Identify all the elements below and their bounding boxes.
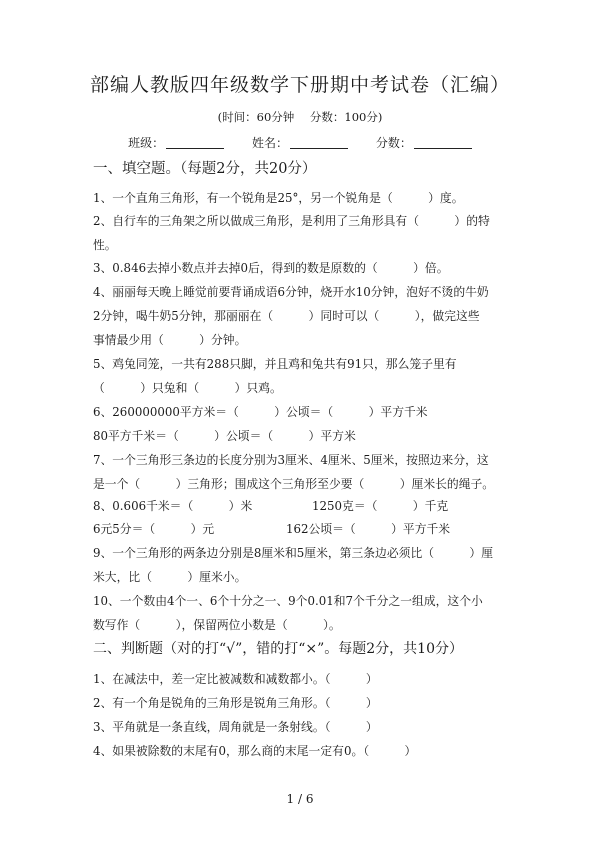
question-line: 8、0.606千米＝（ ）米 <box>93 499 253 513</box>
score-field[interactable] <box>376 134 472 151</box>
question-line: 3、0.846去掉小数点并去掉0后，得到的数是原数的（ ）倍。 <box>93 261 449 275</box>
question-line: 4、丽丽每天晚上睡觉前要背诵成语6分钟，烧开水10分钟，泡好不烫的牛奶 <box>93 285 489 299</box>
page-title: 部编人教版四年级数学下册期中考试卷（汇编） <box>89 74 510 96</box>
question-line: 80平方千米＝（ ）公顷＝（ ）平方米 <box>93 429 356 443</box>
section-1-heading: 一、填空题。（每题2分，共20分） <box>93 161 317 177</box>
class-label: 班级： <box>128 136 165 150</box>
exam-meta <box>0 109 600 125</box>
section-2-heading: 二、判断题（对的打“√”，错的打“×”。每题2分，共10分） <box>93 641 464 657</box>
question-line: 性。 <box>93 238 117 252</box>
score-label: 分数： <box>375 136 412 150</box>
name-blank[interactable] <box>290 136 348 149</box>
question-line: 5、鸡兔同笼，一共有288只脚，并且鸡和兔共有91只，那么笼子里有 <box>93 357 457 371</box>
class-field[interactable] <box>128 134 224 151</box>
class-blank[interactable] <box>166 136 224 149</box>
question-line: 是一个（ ）三角形；围成这个三角形至少要（ ）厘米长的绳子。 <box>93 477 495 491</box>
score-total-label: 分数：100分) <box>309 110 383 124</box>
question-line: 2分钟，喝牛奶5分钟，那丽丽在（ ）同时可以（ ），做完这些 <box>93 309 480 323</box>
question-line: 3、平角就是一条直线，周角就是一条射线。（ ） <box>93 720 378 734</box>
name-field[interactable] <box>252 134 348 151</box>
time-label: (时间：60分钟 <box>217 110 295 124</box>
question-line: 数写作（ ），保留两位小数是（ ）。 <box>93 618 341 632</box>
question-line: 9、一个三角形的两条边分别是8厘米和5厘米，第三条边必须比（ ）厘 <box>93 546 494 560</box>
question-line: 1、在减法中，差一定比被减数和减数都小。（ ） <box>93 672 378 686</box>
question-line: 米大，比（ ）厘米小。 <box>93 570 247 584</box>
question-line: 事情最少用（ ）分钟。 <box>93 333 247 347</box>
score-blank[interactable] <box>414 136 472 149</box>
question-line: 10、一个数由4个一、6个十分之一、9个0.01和7个千分之一组成，这个小 <box>93 594 483 608</box>
question-line: 162公顷＝（ ）平方千米 <box>286 522 451 536</box>
name-label: 姓名： <box>251 136 288 150</box>
question-line: 6、260000000平方米＝（ ）公顷＝（ ）平方千米 <box>93 405 428 419</box>
page-number: 1 / 6 <box>286 792 314 806</box>
question-line: 2、自行车的三角架之所以做成三角形，是利用了三角形具有（ ）的特 <box>93 214 490 228</box>
question-line: （ ）只兔和（ ）只鸡。 <box>93 381 282 395</box>
student-info <box>0 134 600 151</box>
question-line: 1250克＝（ ）千克 <box>312 499 449 513</box>
question-line: 7、一个三角形三条边的长度分别为3厘米、4厘米、5厘米，按照边来分，这 <box>93 453 489 467</box>
question-line: 4、如果被除数的末尾有0，那么商的末尾一定有0。（ ） <box>93 744 417 758</box>
question-line: 1、一个直角三角形，有一个锐角是25°，另一个锐角是（ ）度。 <box>93 191 464 205</box>
question-line: 2、有一个角是锐角的三角形是锐角三角形。（ ） <box>93 696 378 710</box>
question-line: 6元5分＝（ ）元 <box>93 522 215 536</box>
